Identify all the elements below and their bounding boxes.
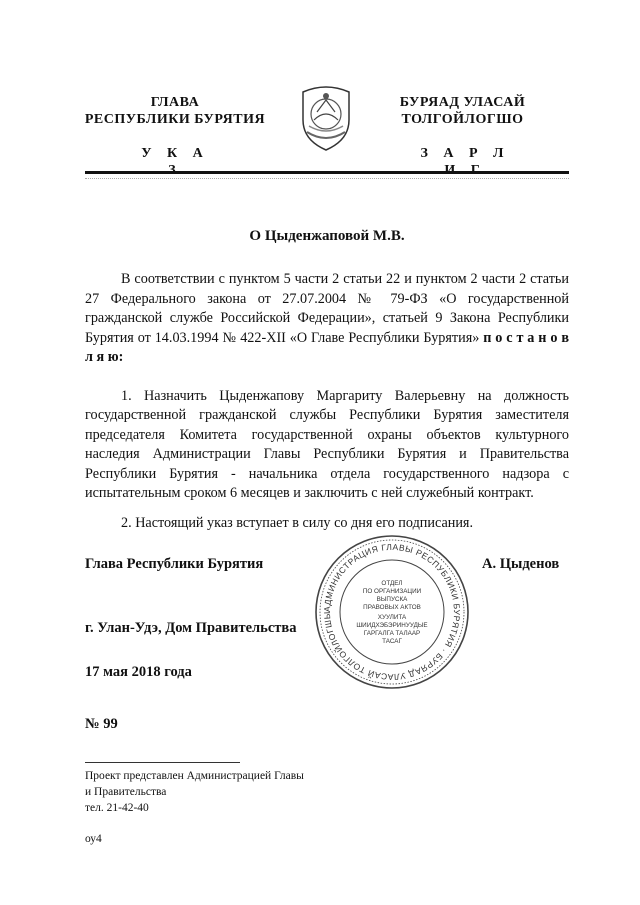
signatory-position: Глава Республики Бурятия xyxy=(85,556,264,572)
header-right-line1: БУРЯАД УЛАСАЙ xyxy=(399,95,526,110)
official-stamp xyxy=(312,532,472,692)
preamble-text: В соответствии с пунктом 5 части 2 статьи 22 и пунктом 2 части 2 статьи 27 Федерального закона от 27.07.2004 № 79-ФЗ «О государственной гражданской службе Российской Федерации», статьей 9 Закона Республики Бурятия от 14.03.1994 № 422-XII «О Главе Республики Бурятия» xyxy=(85,271,569,346)
stamp-ring-text: АДМИНИСТРАЦИЯ ГЛАВЫ РЕСПУБЛИКИ БУРЯТИЯ · БУРЯАД УЛАСАЙ ТОЛГОЙЛОГШЫ xyxy=(321,541,463,683)
header-left-line2: РЕСПУБЛИКИ БУРЯТИЯ xyxy=(84,112,266,127)
preamble-paragraph xyxy=(85,270,569,368)
signatory-name: А. Цыденов xyxy=(482,556,560,572)
header-dotted-rule xyxy=(85,178,569,179)
header-left-line1: ГЛАВА xyxy=(150,95,200,110)
stamp-line-3: ВЫПУСКА xyxy=(376,596,408,603)
stamp-line-1: ОТДЕЛ xyxy=(381,580,403,587)
footer-phone: тел. 21-42-40 xyxy=(85,802,149,814)
signing-place: г. Улан-Удэ, Дом Правительства xyxy=(85,620,297,636)
stamp-line-4: ПРАВОВЫХ АКТОВ xyxy=(363,604,421,611)
document-body xyxy=(85,270,569,533)
stamp-line-8: ТАСАГ xyxy=(382,638,402,645)
stamp-line-2: ПО ОРГАНИЗАЦИИ xyxy=(362,588,422,595)
footer-note xyxy=(85,768,385,816)
decree-number: № 99 xyxy=(85,716,118,732)
decree-word: п о с т а н о в л я ю: xyxy=(85,329,569,365)
footer-code: оу4 xyxy=(85,833,102,845)
footer-rule xyxy=(85,762,240,763)
header-right-line2: ТОЛГОЙЛОГШО xyxy=(401,112,524,127)
header-right xyxy=(385,94,540,128)
footer-line2: и Правительства xyxy=(85,786,167,798)
header-left xyxy=(80,94,270,128)
header-rule xyxy=(85,171,569,174)
signing-date: 17 мая 2018 года xyxy=(85,664,192,680)
stamp-line-7: ГАРГАЛГА ТАЛААР xyxy=(363,630,421,637)
footer-line1: Проект представлен Администрацией Главы xyxy=(85,770,304,782)
header-left-doc: У К А З xyxy=(141,146,209,178)
document-title: О Цыденжаповой М.В. xyxy=(249,228,405,244)
header-right-doc: З А Р Л И Г xyxy=(420,146,510,178)
item-1: 1. Назначить Цыденжапову Маргариту Валерьевну на должность государственной гражданской службы Республики Бурятия заместителя председателя Комитета государственной охраны объектов культурного наследия Администрации Главы Республики Бурятия и Правительства Республики Бурятия - начальника отдела государственного надзора с испытательным сроком 6 месяцев и заключить с ней служебный контракт. xyxy=(85,387,569,501)
emblem-icon xyxy=(297,82,355,152)
stamp-line-5: ХУУЛИТА xyxy=(377,614,407,621)
item-2: 2. Настоящий указ вступает в силу со дня его подписания. xyxy=(121,514,474,531)
stamp-line-6: ШИИДХЭБЭРИНУУДЫЕ xyxy=(356,622,428,629)
